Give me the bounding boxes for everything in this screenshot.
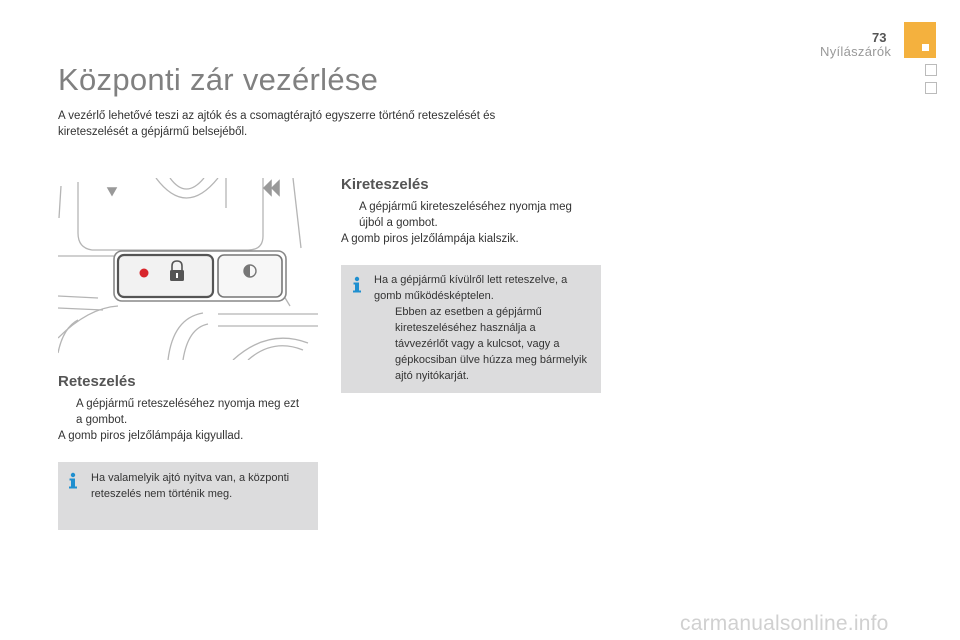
bullet-marker: [341, 199, 359, 231]
watermark: carmanualsonline.info: [680, 612, 889, 635]
chapter-tab-box: [925, 82, 937, 94]
unlocking-note-box: [341, 265, 601, 393]
bullet-marker: [58, 396, 76, 428]
unlocking-note-instruction: [377, 304, 587, 384]
unlocking-note-intro: Ha a gépjármű kívülről lett reteszelve, a gomb működésképtelen.: [374, 274, 568, 302]
unlocking-instruction: [341, 199, 596, 231]
central-lock-illustration: [58, 178, 318, 360]
unlocking-status: A gomb piros jelzőlámpája kialszik.: [341, 233, 519, 245]
section-name: Nyílászárók: [820, 44, 892, 59]
led-indicator: [140, 269, 149, 278]
info-icon: [351, 276, 363, 293]
page-title: Központi zár vezérlése: [58, 62, 379, 97]
intro-text: A vezérlő lehetővé teszi az ajtók és a csomagtérajtó egyszerre történő reteszelését és kireteszelését a gépjármű belsejéből.: [58, 110, 496, 138]
tab-marker-icon: [922, 44, 929, 51]
unlocking-heading: Kireteszelés: [341, 176, 429, 193]
page-number: 73: [872, 30, 887, 45]
locking-instruction: [58, 396, 308, 428]
unlocking-instruction-text: A gépjármű kireteszeléséhez nyomja meg újból a gombot.: [359, 201, 572, 229]
locking-status: A gomb piros jelzőlámpája kigyullad.: [58, 430, 244, 442]
locking-note-text: Ha valamelyik ajtó nyitva van, a központi reteszelés nem történik meg.: [91, 472, 290, 500]
info-icon: [67, 472, 79, 489]
bullet-marker: [377, 304, 395, 384]
chapter-tab-active: [904, 22, 936, 58]
unlocking-note-instruction-text: Ebben az esetben a gépjármű kireteszeléséhez használja a távvezérlőt vagy a kulcsot, vagy a gépkocsiban ülve húzza meg bármelyik ajtó nyitókarját.: [395, 306, 587, 382]
locking-instruction-text: A gépjármű reteszeléséhez nyomja meg ezt a gombot.: [76, 398, 300, 426]
chapter-tab-box: [925, 64, 937, 76]
locking-note-box: [58, 462, 318, 530]
lock-button[interactable]: [118, 255, 213, 297]
locking-heading: Reteszelés: [58, 373, 136, 390]
